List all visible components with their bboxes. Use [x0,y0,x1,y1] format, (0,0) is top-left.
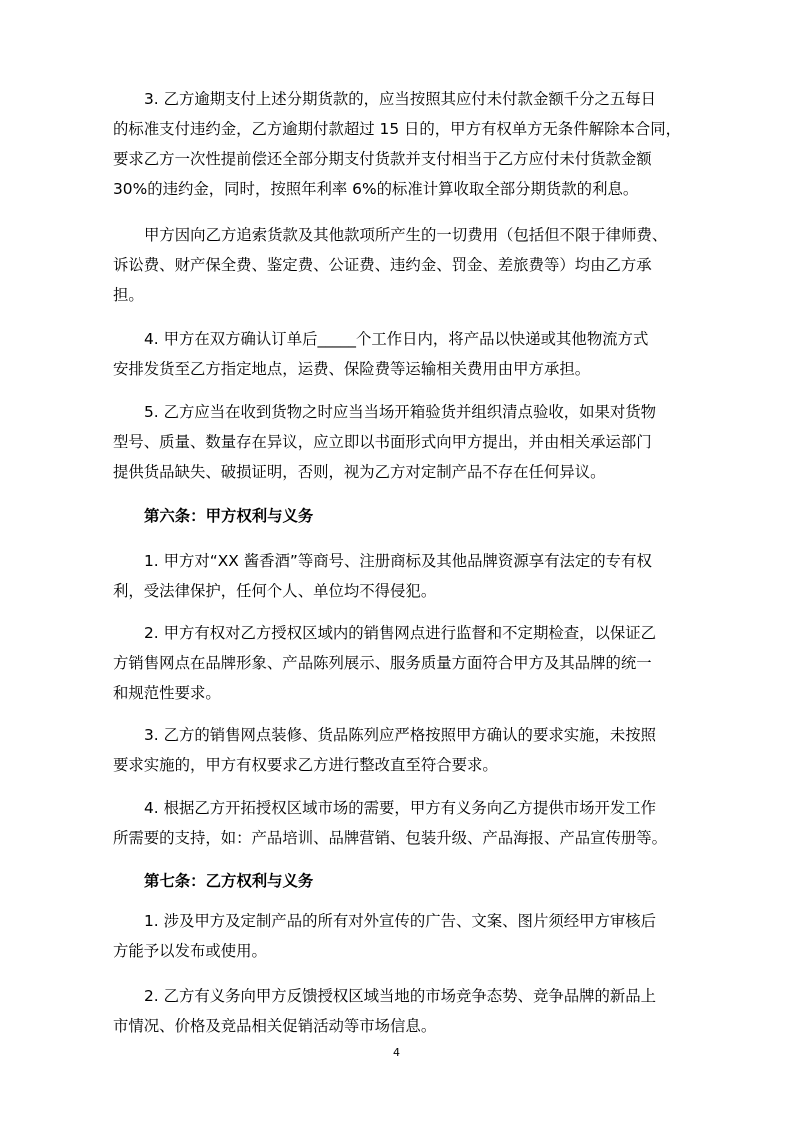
paragraph-shipping [113,324,683,384]
paragraph-trademark-rights [113,546,683,606]
text-line: 2. 乙方有义务向甲方反馈授权区域当地的市场竞争态势、竞争品牌的新品上 [144,987,657,1005]
text-line: 4. 甲方在双方确认订单后_____个工作日内，将产品以快递或其他物流方式 [144,330,649,348]
text-line: 1. 涉及甲方及定制产品的所有对外宣传的广告、文案、图片须经甲方审核后 [144,912,657,930]
section-heading: 第七条：乙方权利与义务 [144,872,314,890]
text-line: 和规范性要求。 [113,684,221,702]
text-line: 的标准支付违约金，乙方逾期付款超过 15 日的，甲方有权单方无条件解除本合同， [113,120,682,138]
text-line: 30%的违约金，同时，按照年利率 6%的标准计算收取全部分期货款的利息。 [113,180,639,198]
text-line: 方销售网点在品牌形象、产品陈列展示、服务质量方面符合甲方及其品牌的统一 [113,654,652,672]
text-line: 提供货品缺失、破损证明，否则，视为乙方对定制产品不存在任何异议。 [113,463,606,481]
paragraph-market-support [113,793,683,853]
page-number: 4 [393,1046,400,1059]
section-heading: 第六条：甲方权利与义务 [144,507,314,525]
text-line: 2. 甲方有权对乙方授权区域内的销售网点进行监督和不定期检查，以保证乙 [144,624,657,642]
paragraph-late-payment-penalty [113,84,683,204]
text-line: 市情况、价格及竞品相关促销活动等市场信息。 [113,1017,437,1035]
paragraph-market-feedback [113,981,683,1041]
paragraph-collection-costs [113,220,683,310]
text-line: 要求乙方一次性提前偿还全部分期支付货款并支付相当于乙方应付未付货款金额 [113,150,652,168]
paragraph-advertising-approval [113,906,683,966]
paragraph-inspection [113,397,683,487]
text-line: 担。 [113,286,144,304]
text-line: 要求实施的，甲方有权要求乙方进行整改直至符合要求。 [113,756,498,774]
text-line: 3. 乙方逾期支付上述分期货款的，应当按照其应付未付款金额千分之五每日 [144,90,657,108]
section-heading-article-7 [113,866,683,896]
text-line: 甲方因向乙方追索货款及其他款项所产生的一切费用（包括但不限于律师费、 [144,226,668,244]
text-line: 利，受法律保护，任何个人、单位均不得侵犯。 [113,582,437,600]
text-line: 1. 甲方对“XX 酱香酒”等商号、注册商标及其他品牌资源享有法定的专有权 [144,552,652,570]
paragraph-store-decoration [113,720,683,780]
text-line: 诉讼费、财产保全费、鉴定费、公证费、违约金、罚金、差旅费等）均由乙方承 [113,256,652,274]
text-line: 4. 根据乙方开拓授权区域市场的需要，甲方有义务向乙方提供市场开发工作 [144,799,657,817]
paragraph-supervision [113,618,683,708]
section-heading-article-6 [113,501,683,531]
text-line: 方能予以发布或使用。 [113,942,267,960]
text-line: 所需要的支持，如：产品培训、品牌营销、包装升级、产品海报、产品宣传册等。 [113,829,668,847]
text-line: 5. 乙方应当在收到货物之时应当当场开箱验货并组织清点验收，如果对货物 [144,403,657,421]
text-line: 安排发货至乙方指定地点，运费、保险费等运输相关费用由甲方承担。 [113,360,591,378]
text-line: 型号、质量、数量存在异议，应立即以书面形式向甲方提出，并由相关承运部门 [113,433,652,451]
text-line: 3. 乙方的销售网点装修、货品陈列应严格按照甲方确认的要求实施，未按照 [144,726,657,744]
